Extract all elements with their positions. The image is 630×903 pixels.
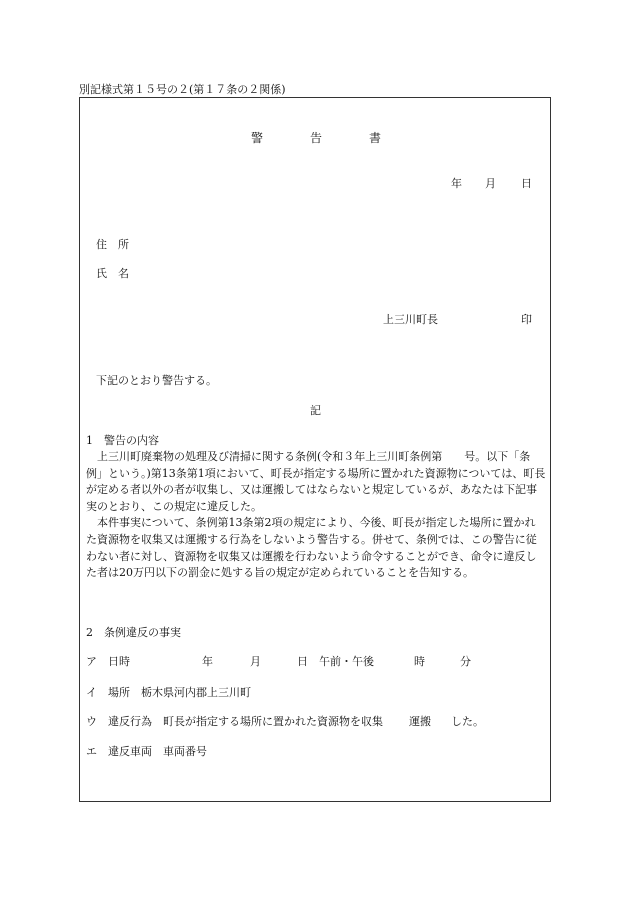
violation-end: した。: [451, 715, 484, 728]
form-label: 別記様式第１５号の２(第１７条の２関係): [79, 83, 286, 96]
section1-heading: 1 警告の内容: [86, 434, 159, 447]
title-char-2: 告: [310, 131, 323, 145]
datetime-label: ア 日時: [86, 655, 130, 668]
issuer-title: 上三川町長: [383, 313, 438, 326]
seal-mark: 印: [521, 313, 532, 326]
address-label: 住 所: [96, 238, 129, 251]
datetime-ampm: 午前・午後: [319, 655, 374, 668]
datetime-hour: 時: [414, 655, 425, 668]
datetime-month: 月: [250, 655, 261, 668]
date-year: 年: [451, 177, 462, 190]
violation-transport: 運搬: [409, 715, 431, 728]
name-label: 氏 名: [96, 267, 129, 280]
intro-text: 下記のとおり警告する。: [96, 374, 217, 387]
vehicle-line: エ 違反車両 車両番号: [86, 745, 207, 758]
section1-body: [86, 449, 546, 582]
datetime-day: 日: [297, 655, 308, 668]
datetime-year: 年: [202, 655, 213, 668]
title-char-1: 警: [251, 131, 264, 145]
location-line: イ 場所 栃木県河内郡上三川町: [86, 686, 251, 699]
violation-line: ウ 違反行為 町長が指定する場所に置かれた資源物を収集: [86, 715, 383, 728]
datetime-minute: 分: [460, 655, 471, 668]
section1-paragraph-2: 本件事実について、条例第13条第2項の規定により、今後、町長が指定した場所に置かれた資源物を収集又は運搬する行為をしないよう警告する。併せて、条例では、この警告に従わない者に対し、資源物を収集又は運搬を行わないよう命令することができ、命令に違反した者は20万円以下の罰金に処する旨の規定が定められていることを告知する。: [86, 516, 537, 580]
ki-heading: 記: [310, 404, 321, 417]
date-day: 日: [521, 177, 532, 190]
section1-paragraph-1: 上三川町廃棄物の処理及び清掃に関する条例(令和３年上三川町条例第 号。以下「条例」という。)第13条第1項において、町長が指定する場所に置かれた資源物については、町長が定める者以外の者が収集し、又は運搬してはならないと規定しているが、あなたは下記事実のとおり、この規定に違反した。: [86, 450, 546, 513]
title-char-3: 書: [369, 131, 382, 145]
section2-heading: 2 条例違反の事実: [86, 626, 181, 639]
date-month: 月: [485, 177, 496, 190]
